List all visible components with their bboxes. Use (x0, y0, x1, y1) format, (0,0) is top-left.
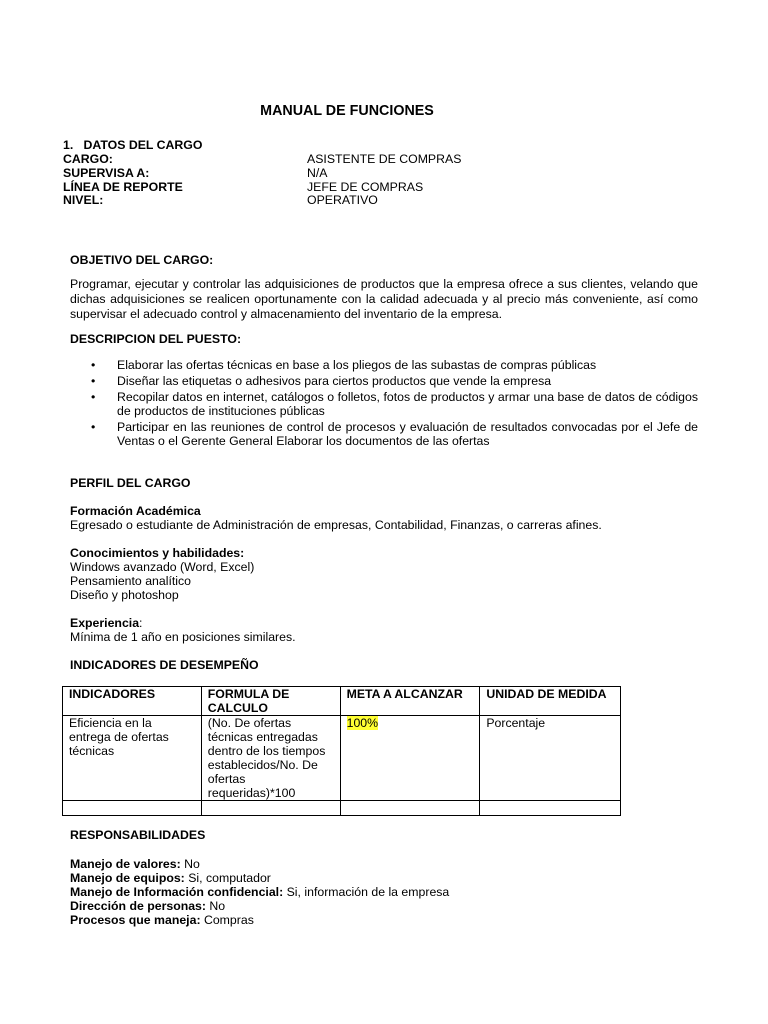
formacion-heading: Formación Académica (70, 504, 201, 518)
responsabilidad-value: Si, computador (184, 871, 271, 885)
descripcion-list (70, 358, 698, 450)
conocimientos-heading: Conocimientos y habilidades: (70, 546, 245, 560)
bullet-icon: • (91, 374, 96, 388)
meta-value-highlight: 100% (346, 716, 379, 730)
responsabilidad-value: No (180, 857, 200, 871)
bullet-icon: • (91, 390, 96, 404)
responsabilidades-heading: RESPONSABILIDADES (70, 828, 206, 842)
conocimiento-item: Diseño y photoshop (70, 588, 179, 602)
list-item-text: Diseñar las etiquetas o adhesivos para ciertos productos que vende la empresa (117, 374, 552, 388)
experiencia-text: Mínima de 1 año en posiciones similares. (70, 630, 296, 644)
table-header-cell: INDICADORES (63, 687, 202, 716)
datos-value: JEFE DE COMPRAS (307, 180, 424, 194)
table-cell (340, 801, 480, 816)
responsabilidad-label: Procesos que maneja: (70, 913, 201, 927)
experiencia-heading: Experiencia (70, 616, 140, 630)
table-cell (480, 801, 621, 816)
datos-label: NIVEL: (63, 193, 104, 207)
datos-label: CARGO: (63, 152, 113, 166)
table-cell: Porcentaje (480, 716, 621, 801)
table-cell: Eficiencia en la entrega de ofertas técnicas (63, 716, 202, 801)
responsabilidad-item (70, 899, 225, 913)
formacion-text: Egresado o estudiante de Administración de empresas, Contabilidad, Finanzas, o carreras afines. (70, 518, 602, 532)
table-cell (201, 801, 340, 816)
list-item-text: Participar en las reuniones de control de procesos y evaluación de resultados convocadas por el Jefe de Ventas o el Gerente General Elaborar los documentos de las ofertas (117, 420, 698, 448)
section-datos-heading: 1. DATOS DEL CARGO (63, 138, 203, 152)
datos-value: ASISTENTE DE COMPRAS (307, 152, 462, 166)
table-row (63, 716, 621, 801)
table-cell (340, 716, 480, 801)
responsabilidad-value: Compras (200, 913, 254, 927)
responsabilidad-label: Manejo de valores: (70, 857, 181, 871)
datos-label: SUPERVISA A: (63, 166, 150, 180)
table-cell: (No. De ofertas técnicas entregadas dentro de los tiempos establecidos/No. De ofertas requeridas)*100 (201, 716, 340, 801)
objetivo-heading: OBJETIVO DEL CARGO: (70, 253, 214, 267)
list-item-text: Recopilar datos en internet, catálogos o folletos, fotos de productos y armar una base de datos de códigos de productos de instituciones públicas (117, 390, 698, 418)
table-header-cell: FORMULA DE CALCULO (201, 687, 340, 716)
table-header-row (63, 687, 621, 716)
responsabilidad-item (70, 913, 254, 927)
list-item-text: Elaborar las ofertas técnicas en base a los pliegos de las subastas de compras públicas (117, 358, 597, 372)
experiencia-colon: : (139, 616, 143, 630)
list-item (70, 420, 698, 448)
list-item (70, 374, 698, 388)
responsabilidad-label: Manejo de Información confidencial: (70, 885, 284, 899)
objetivo-text: Programar, ejecutar y controlar las adquisiciones de productos que la empresa ofrece a sus clientes, velando que dichas adquisiciones se realicen oportunamente con la calidad adecuada y al precio más conveniente, así como supervisar el adecuado control y almacenamiento del inventario de la empresa. (70, 277, 698, 321)
table-row-empty (63, 801, 621, 816)
table-header-cell: META A ALCANZAR (340, 687, 480, 716)
responsabilidad-label: Dirección de personas: (70, 899, 206, 913)
responsabilidad-label: Manejo de equipos: (70, 871, 185, 885)
datos-value: OPERATIVO (307, 193, 378, 207)
responsabilidad-item (70, 871, 271, 885)
document-title: MANUAL DE FUNCIONES (260, 103, 434, 119)
responsabilidad-value: No (206, 899, 226, 913)
responsabilidad-item (70, 885, 449, 899)
datos-value: N/A (307, 166, 328, 180)
list-item (70, 358, 698, 372)
bullet-icon: • (91, 420, 96, 434)
table-cell (63, 801, 202, 816)
descripcion-heading: DESCRIPCION DEL PUESTO: (70, 332, 242, 346)
bullet-icon: • (91, 358, 96, 372)
list-item (70, 390, 698, 418)
conocimiento-item: Pensamiento analítico (70, 574, 191, 588)
responsabilidad-value: Si, información de la empresa (283, 885, 450, 899)
responsabilidad-item (70, 857, 200, 871)
conocimiento-item: Windows avanzado (Word, Excel) (70, 560, 255, 574)
experiencia-heading-line (70, 616, 142, 630)
table-header-cell: UNIDAD DE MEDIDA (480, 687, 621, 716)
datos-label: LÍNEA DE REPORTE (63, 180, 183, 194)
indicadores-table (62, 686, 621, 816)
perfil-heading: PERFIL DEL CARGO (70, 476, 191, 490)
indicadores-heading: INDICADORES DE DESEMPEÑO (70, 658, 259, 672)
